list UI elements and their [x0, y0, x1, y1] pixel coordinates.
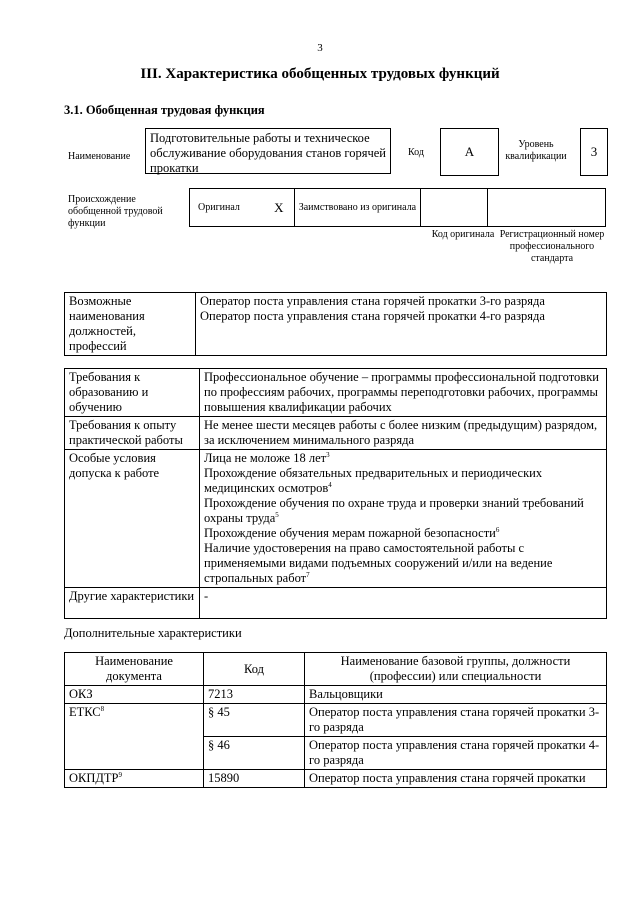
okz-name: Вальцовщики	[305, 686, 607, 704]
education-value: Профессиональное обучение – программы профессиональной подготовки по профессиям рабочих, программы переподготовки рабочих, программы повышения квалификации рабочих	[200, 369, 607, 417]
special-value	[200, 450, 607, 588]
gtf-level-label: Уровень квалификации	[505, 139, 567, 162]
origin-original-label: Оригинал	[190, 189, 264, 227]
special-item: Прохождение обучения по охране труда и проверки знаний требований охраны труда$^5$	[204, 496, 584, 525]
etks-code: § 46	[204, 737, 305, 770]
gtf-code-label: Код	[408, 147, 424, 158]
section-title: III. Характеристика обобщенных трудовых функций	[140, 66, 500, 82]
requirements-table	[64, 368, 607, 619]
okz-doc: ОКЗ	[65, 686, 204, 704]
okpdtr-doc: ОКПДТР$^9$	[65, 770, 204, 788]
experience-label: Требования к опыту практической работы	[65, 417, 200, 450]
position-line: Оператор поста управления стана горячей прокатки 3-го разряда	[200, 294, 545, 308]
special-item: Прохождение обязательных предварительных и периодических медицинских осмотров$^4$	[204, 466, 543, 495]
origin-label: Происхождение обобщенной трудовой функции	[68, 194, 163, 229]
special-item: Наличие удостоверения на право самостоятельной работы с применяемыми видами подъемных сооружений и/или на ведение стропальных работ$^7$	[204, 541, 553, 585]
etks-code: § 45	[204, 704, 305, 737]
code-original-label: Код оригинала	[431, 229, 495, 240]
other-value: -	[200, 588, 607, 619]
etks-name: Оператор поста управления стана горячей прокатки 3-го разряда	[305, 704, 607, 737]
special-label: Особые условия допуска к работе	[65, 450, 200, 588]
origin-original-mark: Х	[264, 189, 294, 227]
reg-number-label: Регистрационный номер профессионального стандарта	[499, 229, 605, 264]
etks-doc: ЕТКС$^8$	[65, 704, 204, 770]
additional-table	[64, 652, 607, 788]
positions-value	[196, 293, 607, 356]
additional-title: Дополнительные характеристики	[64, 626, 242, 640]
okpdtr-name: Оператор поста управления стана горячей прокатки	[305, 770, 607, 788]
table-row	[65, 770, 607, 788]
positions-label: Возможные наименования должностей, профессий	[65, 293, 196, 356]
origin-borrowed-label: Заимствовано из оригинала	[294, 189, 421, 227]
page-number: 3	[317, 42, 323, 54]
origin-code-cell	[421, 189, 488, 227]
header-document: Наименование документа	[65, 653, 204, 686]
origin-table	[189, 188, 606, 227]
etks-name: Оператор поста управления стана горячей прокатки 4-го разряда	[305, 737, 607, 770]
position-line: Оператор поста управления стана горячей прокатки 4-го разряда	[200, 309, 545, 323]
header-name: Наименование базовой группы, должности (профессии) или специальности	[305, 653, 607, 686]
table-row	[65, 704, 607, 737]
header-code: Код	[204, 653, 305, 686]
gtf-name-label: Наименование	[68, 151, 131, 162]
education-label: Требования к образованию и обучению	[65, 369, 200, 417]
gtf-level-value: 3	[580, 128, 608, 176]
positions-table	[64, 292, 607, 356]
okpdtr-code: 15890	[204, 770, 305, 788]
special-item: Лица не моложе 18 лет$^3$	[204, 450, 330, 465]
table-row	[65, 686, 607, 704]
gtf-code-value: А	[440, 128, 499, 176]
other-label: Другие характеристики	[65, 588, 200, 619]
subsection-title: 3.1. Обобщенная трудовая функция	[64, 103, 265, 117]
special-item: Прохождение обучения мерам пожарной безопасности$^6$	[204, 525, 500, 540]
experience-value: Не менее шести месяцев работы с более низким (предыдущим) разрядом, за исключением минимального разряда	[200, 417, 607, 450]
gtf-name-value: Подготовительные работы и техническое обслуживание оборудования станов горячей прокатки	[145, 128, 391, 174]
origin-reg-cell	[487, 189, 605, 227]
okz-code: 7213	[204, 686, 305, 704]
